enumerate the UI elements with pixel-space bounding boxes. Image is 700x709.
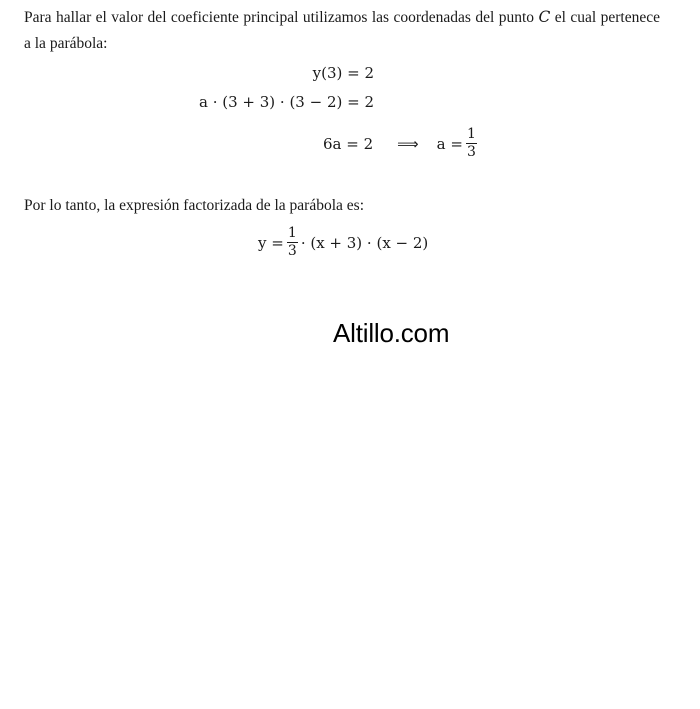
equation-solve-result-lhs: a = [436,134,463,153]
intro-text-before: Para hallar el valor del coeficiente principal utilizamos las coordenadas del punto [24,9,539,26]
fraction-denominator: 3 [466,144,476,160]
fraction-one-third [466,126,477,161]
equation-solve-left: 6a = 2 [323,134,374,153]
watermark: Altillo.com [333,318,450,348]
intro-paragraph [24,4,660,57]
factored-fraction [287,225,298,260]
factored-fraction-denominator: 3 [287,243,297,259]
equation-solve-a [323,126,480,161]
implies-arrow: ⟹ [397,134,419,153]
equation-y3 [313,63,374,83]
factored-fraction-numerator: 1 [287,225,297,241]
factored-equation [258,225,428,260]
point-label: C [538,8,551,26]
equation-substitution [199,92,374,112]
equation-y3-text: y(3) = 2 [312,64,374,82]
fraction-numerator: 1 [466,126,476,142]
factored-rhs: · (x + 3) · (x − 2) [300,233,429,252]
equation-substitution-text: a · (3 + 3) · (3 − 2) = 2 [199,93,374,111]
conclusion-paragraph [24,193,660,219]
factored-lhs: y = [258,233,284,252]
intro-text-after: el cual pertenece a la parábola: [24,9,660,52]
conclusion-text: Por lo tanto, la expresión factorizada de la parábola es: [24,197,365,214]
